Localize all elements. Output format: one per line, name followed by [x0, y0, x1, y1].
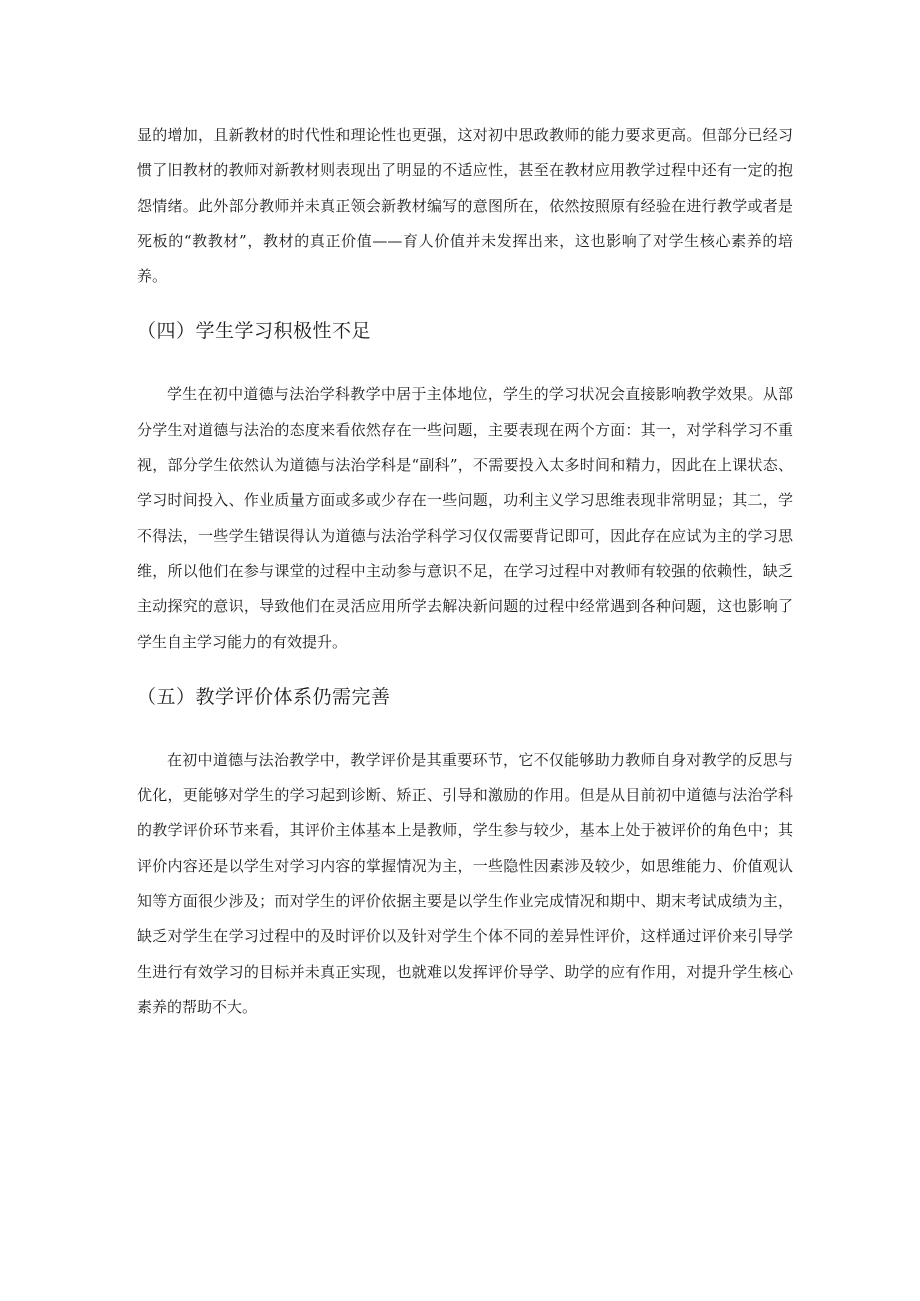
- section-5-paragraph: 在初中道德与法治教学中，教学评价是其重要环节，它不仅能够助力教师自身对教学的反思与优化，更能够对学生的学习起到诊断、矫正、引导和激励的作用。但是从目前初中道德与法治学科的教学评价环节来看，其评价主体基本上是教师，学生参与较少，基本上处于被评价的角色中；其评价内容还是以学生对学习内容的掌握情况为主，一些隐性因素涉及较少，如思维能力、价值观认知等方面很少涉及；而对学生的评价依据主要是以学生作业完成情况和期中、期末考试成绩为主，缺乏对学生在学习过程中的及时评价以及针对学生个体不同的差异性评价，这样通过评价来引导学生进行有效学习的目标并未真正实现，也就难以发挥评价导学、助学的应有作用，对提升学生核心素养的帮助不大。: [137, 750, 793, 1016]
- paragraph-continued: 显的增加，且新教材的时代性和理论性也更强，这对初中思政教师的能力要求更高。但部分已经习惯了旧教材的教师对新教材则表现出了明显的不适应性，甚至在教材应用教学过程中还有一定的抱怨情绪。此外部分教师并未真正领会新教材编写的意图所在，依然按照原有经验在进行教学或者是死板的“教教材”，教材的真正价值——育人价值并未发挥出来，这也影响了对学生核心素养的培养。: [137, 126, 793, 286]
- section-heading-4: （四）学生学习积极性不足: [137, 320, 372, 343]
- document-page: [137, 118, 793, 1025]
- section-heading-5: （五）教学评价体系仍需完善: [137, 685, 391, 708]
- section-4-paragraph: 学生在初中道德与法治学科教学中居于主体地位，学生的学习状况会直接影响教学效果。从部分学生对道德与法治的态度来看依然存在一些问题，主要表现在两个方面：其一，对学科学习不重视，部分学生依然认为道德与法治学科是“副科”，不需要投入太多时间和精力，因此在上课状态、学习时间投入、作业质量方面或多或少存在一些问题，功利主义学习思维表现非常明显；其二，学不得法，一些学生错误得认为道德与法治学科学习仅仅需要背记即可，因此存在应试为主的学习思维，所以他们在参与课堂的过程中主动参与意识不足，在学习过程中对教师有较强的依赖性，缺乏主动探究的意识，导致他们在灵活应用所学去解决新问题的过程中经常遇到各种问题，这也影响了学生自主学习能力的有效提升。: [137, 385, 793, 651]
